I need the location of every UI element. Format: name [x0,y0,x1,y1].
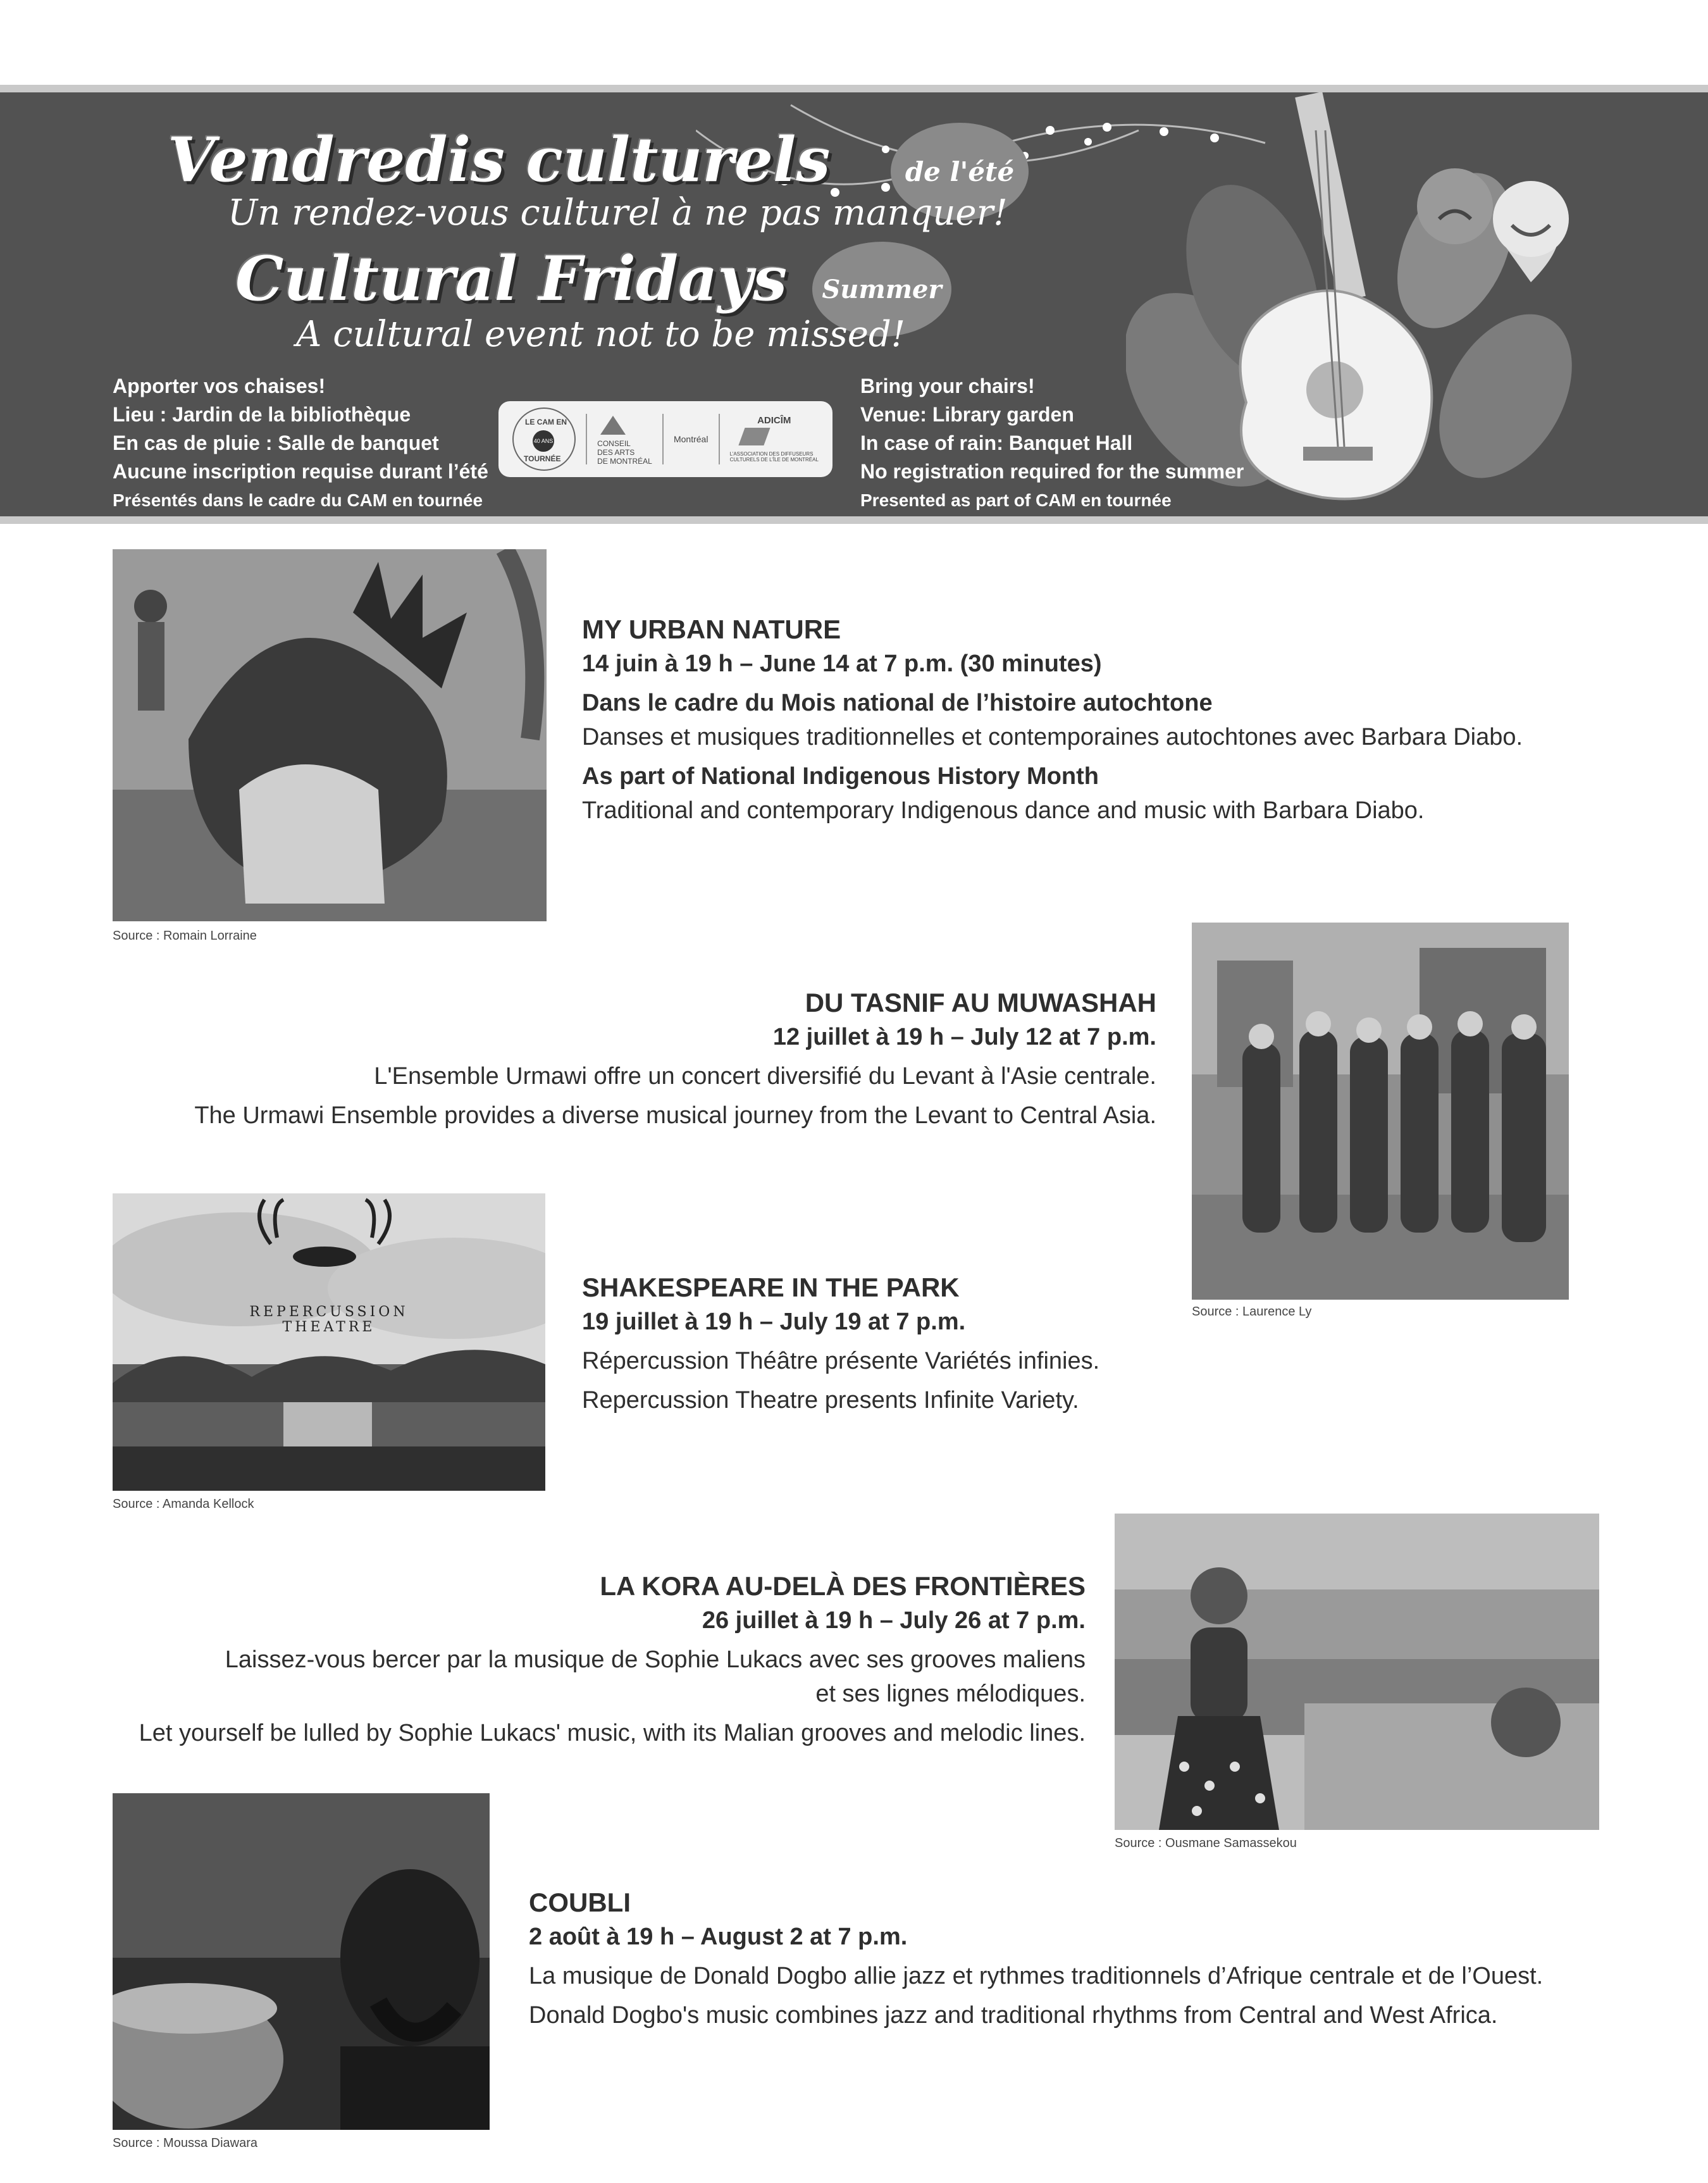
event-title: SHAKESPEARE IN THE PARK [582,1272,960,1302]
info-en-line: In case of rain: Banquet Hall [860,432,1133,454]
event-title: LA KORA AU-DELÀ DES FRONTIÈRES [600,1571,1086,1601]
photo-credit: Source : Moussa Diawara [113,2136,257,2150]
event-en-heading: As part of National Indigenous History Month [582,763,1099,790]
event-fr-text: Répercussion Théâtre présente Variétés infinies. [582,1348,1100,1374]
badge-en-label: Summer [822,274,942,304]
photo-credit: Source : Ousmane Samassekou [1115,1836,1297,1850]
info-fr [113,372,488,514]
adicim-logo [730,416,819,463]
logo-text-line: THEATRE [282,1319,376,1335]
event-date: 2 août à 19 h – August 2 at 7 p.m. [529,1924,908,1950]
event-fr-heading: Dans le cadre du Mois national de l’histoire autochtone [582,690,1213,716]
event-date: 12 juillet à 19 h – July 12 at 7 p.m. [772,1024,1156,1050]
event-fr-text: L'Ensemble Urmawi offre un concert diversifié du Levant à l'Asie centrale. [374,1063,1156,1090]
logo-divider [586,414,587,464]
event-date: 14 juin à 19 h – June 14 at 7 p.m. (30 minutes) [582,650,1102,677]
event-title: COUBLI [529,1888,631,1917]
cam-logo-top: LE CAM EN [525,418,567,426]
photo-shakespeare-in-the-park [113,1193,545,1491]
conseil-logo-line: CONSEIL [597,438,631,448]
event-fr-text: et ses lignes mélodiques. [815,1681,1086,1707]
info-fr-line: Apporter vos chaises! [113,375,326,397]
photo-credit: Source : Romain Lorraine [113,929,257,943]
conseil-des-arts-icon [597,413,629,436]
event-banner [0,85,1708,524]
info-fr-line: Présentés dans le cadre du CAM en tournée [113,490,483,510]
event-la-kora [139,1569,1086,1750]
badge-fr-label: de l'été [905,156,1015,187]
conseil-logo-line: DES ARTS [597,447,635,457]
info-fr-line: En cas de pluie : Salle de banquet [113,432,439,454]
info-fr-line: Aucune inscription requise durant l’été [113,460,488,483]
photo-la-kora [1115,1514,1599,1830]
photo-credit: Source : Laurence Ly [1192,1305,1312,1319]
logo-divider [719,414,720,464]
subtitle-en: A cultural event not to be missed! [296,314,906,355]
photo-my-urban-nature [113,549,547,921]
event-my-urban-nature [582,613,1523,828]
adicim-logo-sub: L’ASSOCIATION DES DIFFUSEURS [729,451,814,457]
event-en-text: Let yourself be lulled by Sophie Lukacs' music, with its Malian grooves and melodic lines. [139,1720,1086,1746]
event-date: 19 juillet à 19 h – July 19 at 7 p.m. [582,1309,966,1335]
photo-coubli [113,1793,490,2130]
cam-logo-seal: 40 ANS [533,430,554,452]
info-en-line: No registration required for the summer [860,460,1244,483]
conseil-logo-line: DE MONTRÉAL [597,456,652,466]
adicim-logo-sub: CULTURELS DE L’ÎLE DE MONTRÉAL [729,456,819,463]
event-date: 26 juillet à 19 h – July 26 at 7 p.m. [702,1607,1086,1634]
adicim-logo-title: ADICÎM [757,414,791,426]
info-en-line: Presented as part of CAM en tournée [860,490,1172,510]
conseil-des-arts-logo [597,413,652,466]
title-fr: Vendredis culturels [168,124,831,196]
event-du-tasnif-au-muwashah [194,986,1156,1133]
adicim-icon [730,425,787,448]
cam-logo-bottom: TOURNÉE [524,454,561,463]
cam-en-tournee-logo [512,407,576,471]
event-fr-text: Laissez-vous bercer par la musique de Sophie Lukacs avec ses grooves maliens [225,1646,1086,1673]
logo-divider [662,414,664,464]
event-coubli [529,1886,1543,2032]
event-title: DU TASNIF AU MUWASHAH [805,988,1156,1017]
info-en [860,372,1244,514]
montreal-logo: Montréal [673,434,709,444]
event-shakespeare-in-the-park [582,1271,1099,1417]
event-en-text: Donald Dogbo's music combines jazz and traditional rhythms from Central and West Africa. [529,2002,1498,2029]
info-en-line: Bring your chairs! [860,375,1035,397]
event-en-text: Traditional and contemporary Indigenous dance and music with Barbara Diabo. [582,797,1425,824]
event-en-text: The Urmawi Ensemble provides a diverse musical journey from the Levant to Central Asia. [194,1102,1156,1129]
event-title: MY URBAN NATURE [582,614,841,644]
logo-text-line: REPERCUSSION [249,1304,409,1320]
repercussion-theatre-logo [113,1305,545,1335]
info-fr-line: Lieu : Jardin de la bibliothèque [113,403,411,426]
event-fr-text: La musique de Donald Dogbo allie jazz et rythmes traditionnels d’Afrique centrale et de l’Ouest. [529,1963,1544,1989]
event-fr-text: Danses et musiques traditionnelles et contemporaines autochtones avec Barbara Diabo. [582,724,1523,750]
photo-du-tasnif-au-muwashah [1192,923,1569,1300]
info-en-line: Venue: Library garden [860,403,1074,426]
photo-credit: Source : Amanda Kellock [113,1497,254,1511]
event-en-text: Repercussion Theatre presents Infinite Variety. [582,1387,1079,1414]
subtitle-fr: Un rendez-vous culturel à ne pas manquer! [228,192,1008,233]
title-en: Cultural Fridays [235,243,788,314]
sponsor-logos [498,401,832,477]
